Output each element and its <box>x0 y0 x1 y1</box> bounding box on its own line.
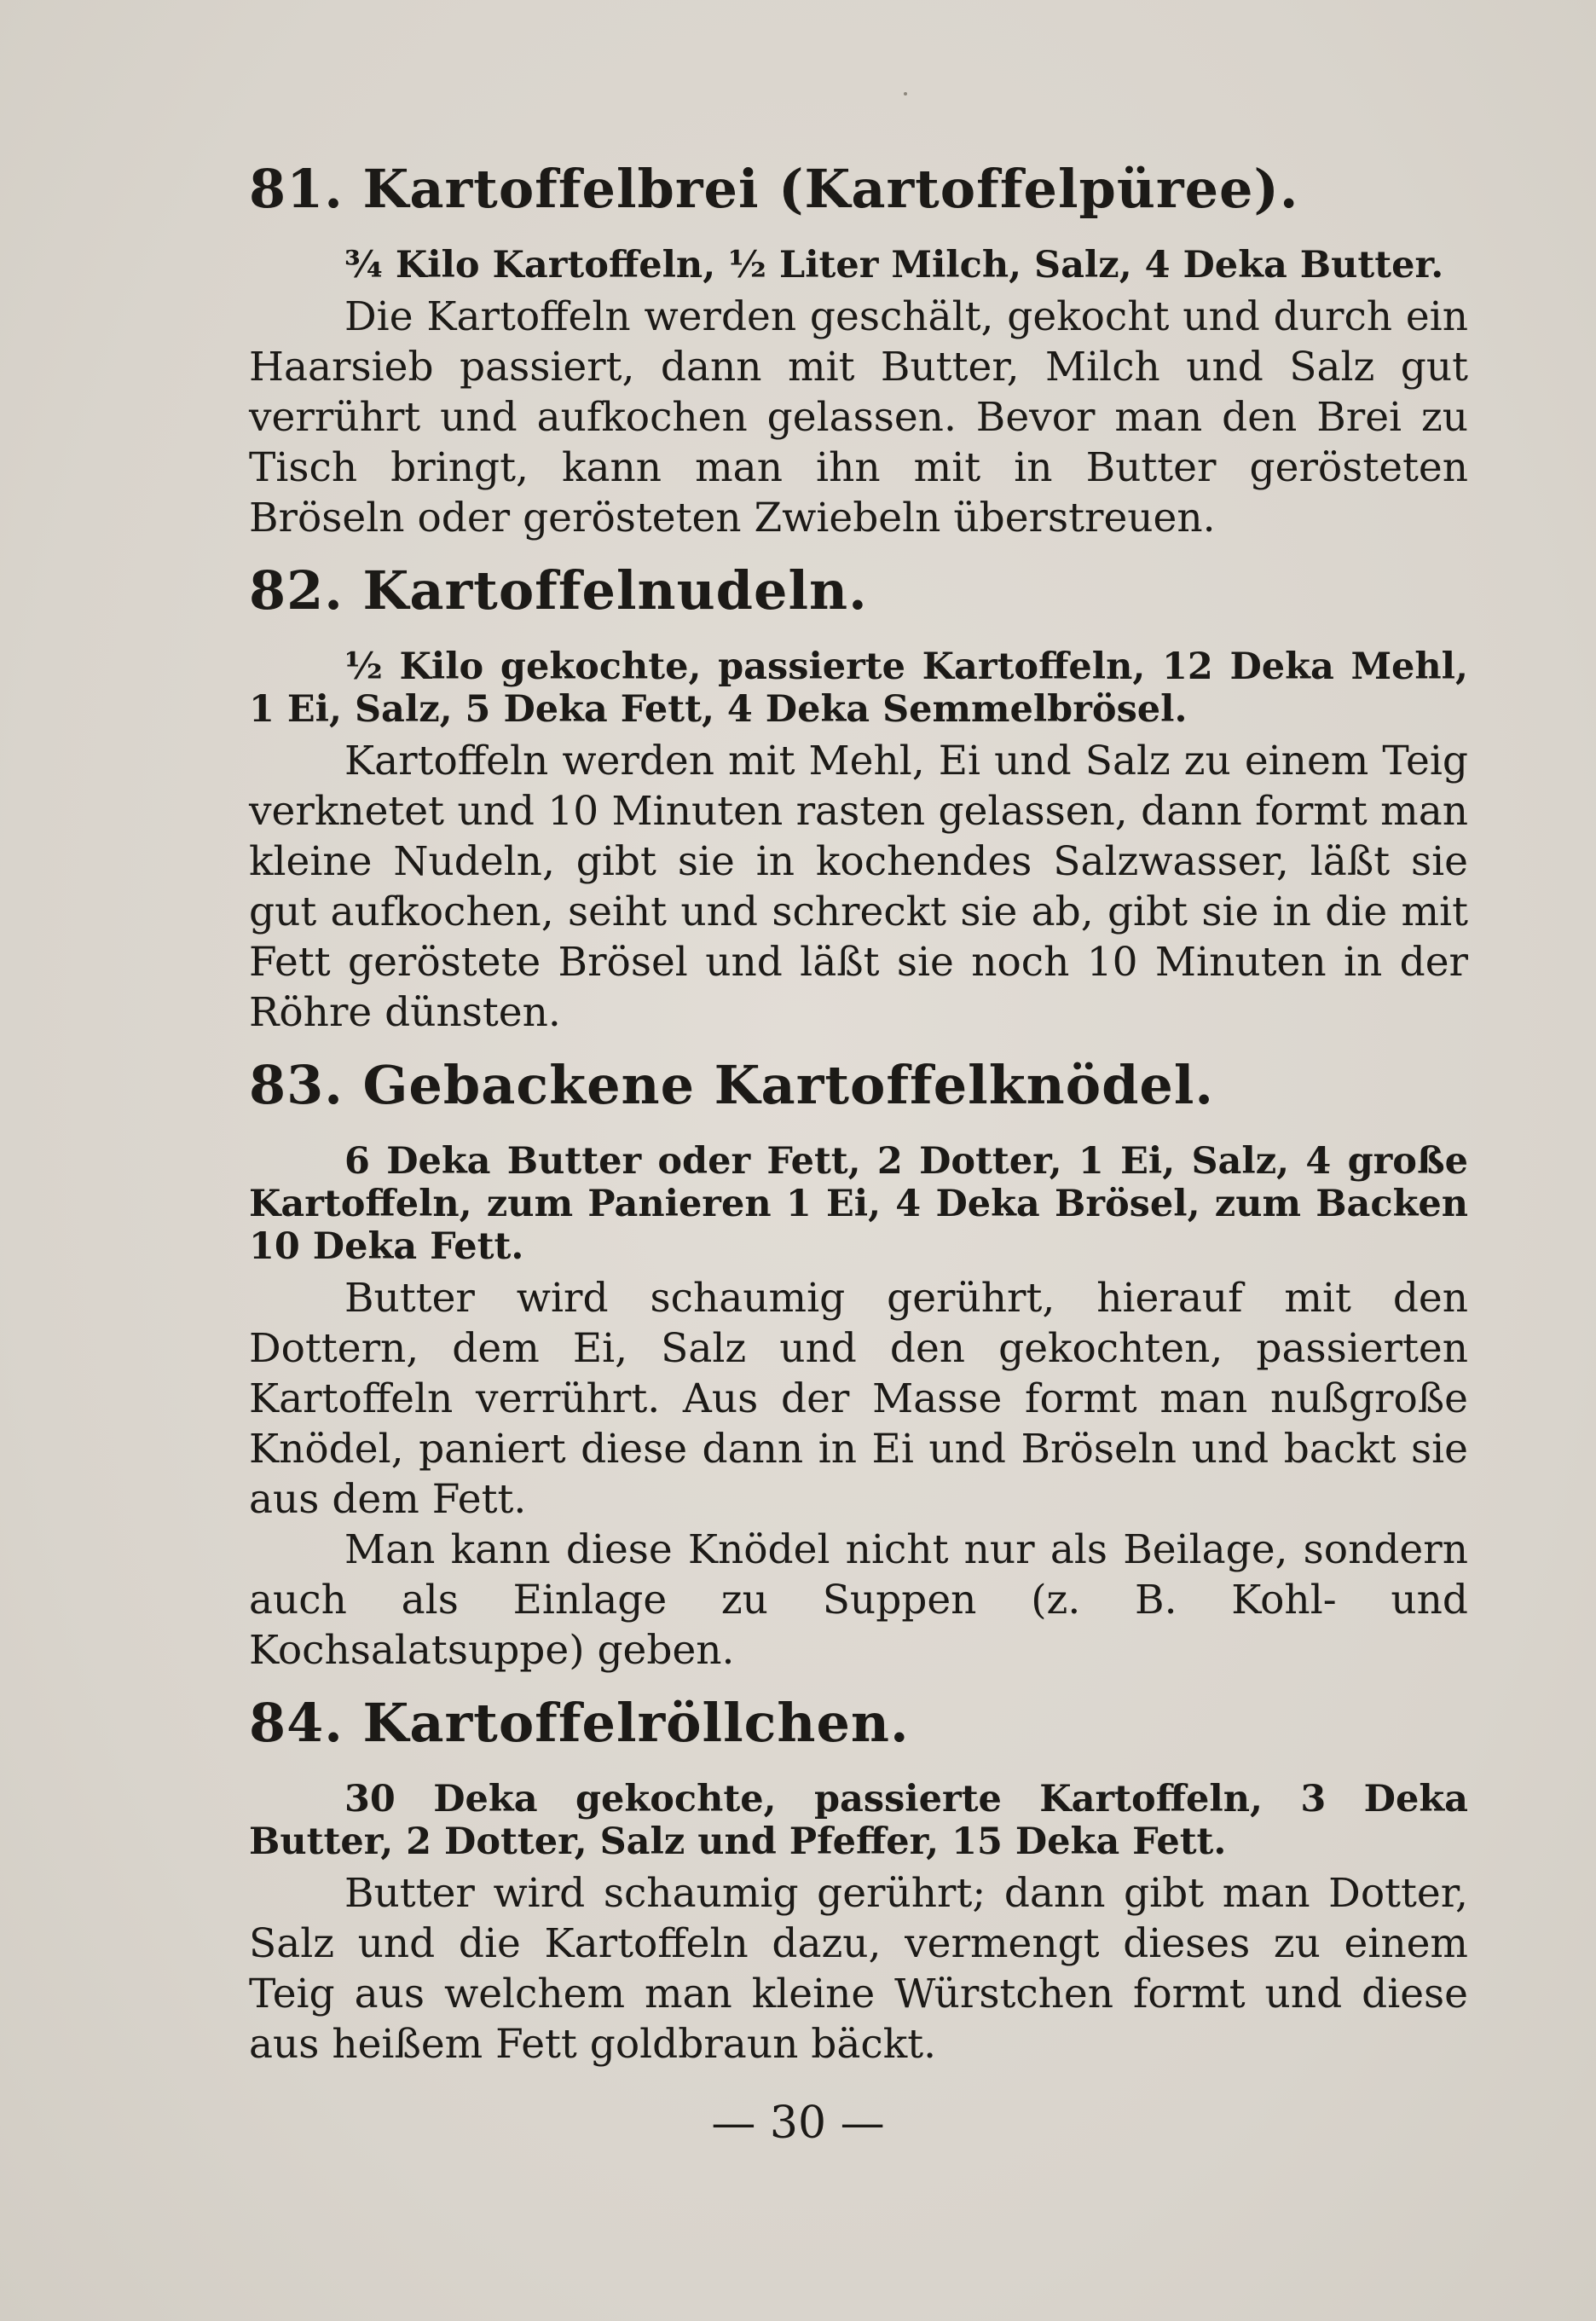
page-content <box>249 153 1468 2069</box>
recipe-title: 82. Kartoffelnudeln. <box>249 559 868 622</box>
recipe-82 <box>249 555 1468 1038</box>
recipe-81 <box>249 153 1468 543</box>
recipe-ingredients: 6 Deka Butter oder Fett, 2 Dotter, 1 Ei, Salz, 4 große Kartoffeln, zum Panieren 1 Ei, 4 Deka Brösel, zum Backen 10 Deka Fett. <box>249 1140 1468 1268</box>
recipe-title: 84. Kartoffelröllchen. <box>249 1692 910 1754</box>
recipe-instructions: Kartoffeln werden mit Mehl, Ei und Salz zu einem Teig verknetet und 10 Minuten rasten gelassen, dann formt man kleine Nudeln, gibt sie in kochendes Salzwasser, läßt sie gut aufkochen, seiht und schreckt sie ab, gibt sie in die mit Fett geröstete Brösel und läßt sie noch 10 Minuten in der Röhre dünsten. <box>249 738 1468 1036</box>
recipe-ingredients: ½ Kilo gekochte, passierte Kartoffeln, 12 Deka Mehl, 1 Ei, Salz, 5 Deka Fett, 4 Deka Semmelbrösel. <box>249 645 1468 731</box>
recipe-83 <box>249 1050 1468 1676</box>
recipe-instructions: Butter wird schaumig gerührt, hierauf mit den Dottern, dem Ei, Salz und den gekochten, passierten Kartoffeln verrührt. Aus der Masse formt man nußgroße Knödel, paniert diese dann in Ei und Bröseln und backt sie aus dem Fett. <box>249 1275 1468 1523</box>
recipe-instructions: Butter wird schaumig gerührt; dann gibt man Dotter, Salz und die Kartoffeln dazu, vermengt dieses zu einem Teig aus welchem man kleine Würstchen formt und diese aus heißem Fett goldbraun bäckt. <box>249 1870 1468 2068</box>
recipe-note: Man kann diese Knödel nicht nur als Beilage, sondern auch als Einlage zu Suppen (z. B. Kohl- und Kochsalatsuppe) geben. <box>249 1526 1468 1674</box>
page-number: — 30 — <box>711 2098 885 2149</box>
recipe-ingredients: ¾ Kilo Kartoffeln, ½ Liter Milch, Salz, 4 Deka Butter. <box>344 244 1444 287</box>
recipe-title: 83. Gebackene Kartoffelknödel. <box>249 1054 1215 1116</box>
recipe-84 <box>249 1687 1468 2069</box>
recipe-title: 81. Kartoffelbrei (Kartoffelpüree). <box>249 158 1299 220</box>
paper-speck <box>904 92 907 96</box>
recipe-ingredients: 30 Deka gekochte, passierte Kartoffeln, 3 Deka Butter, 2 Dotter, Salz und Pfeffer, 15 Deka Fett. <box>249 1778 1468 1863</box>
recipe-instructions: Die Kartoffeln werden geschält, gekocht und durch ein Haarsieb passiert, dann mit Butter, Milch und Salz gut verrührt und aufkochen gelassen. Bevor man den Brei zu Tisch bringt, kann man ihn mit in Butter gerösteten Bröseln oder gerösteten Zwiebeln überstreuen. <box>249 293 1468 541</box>
